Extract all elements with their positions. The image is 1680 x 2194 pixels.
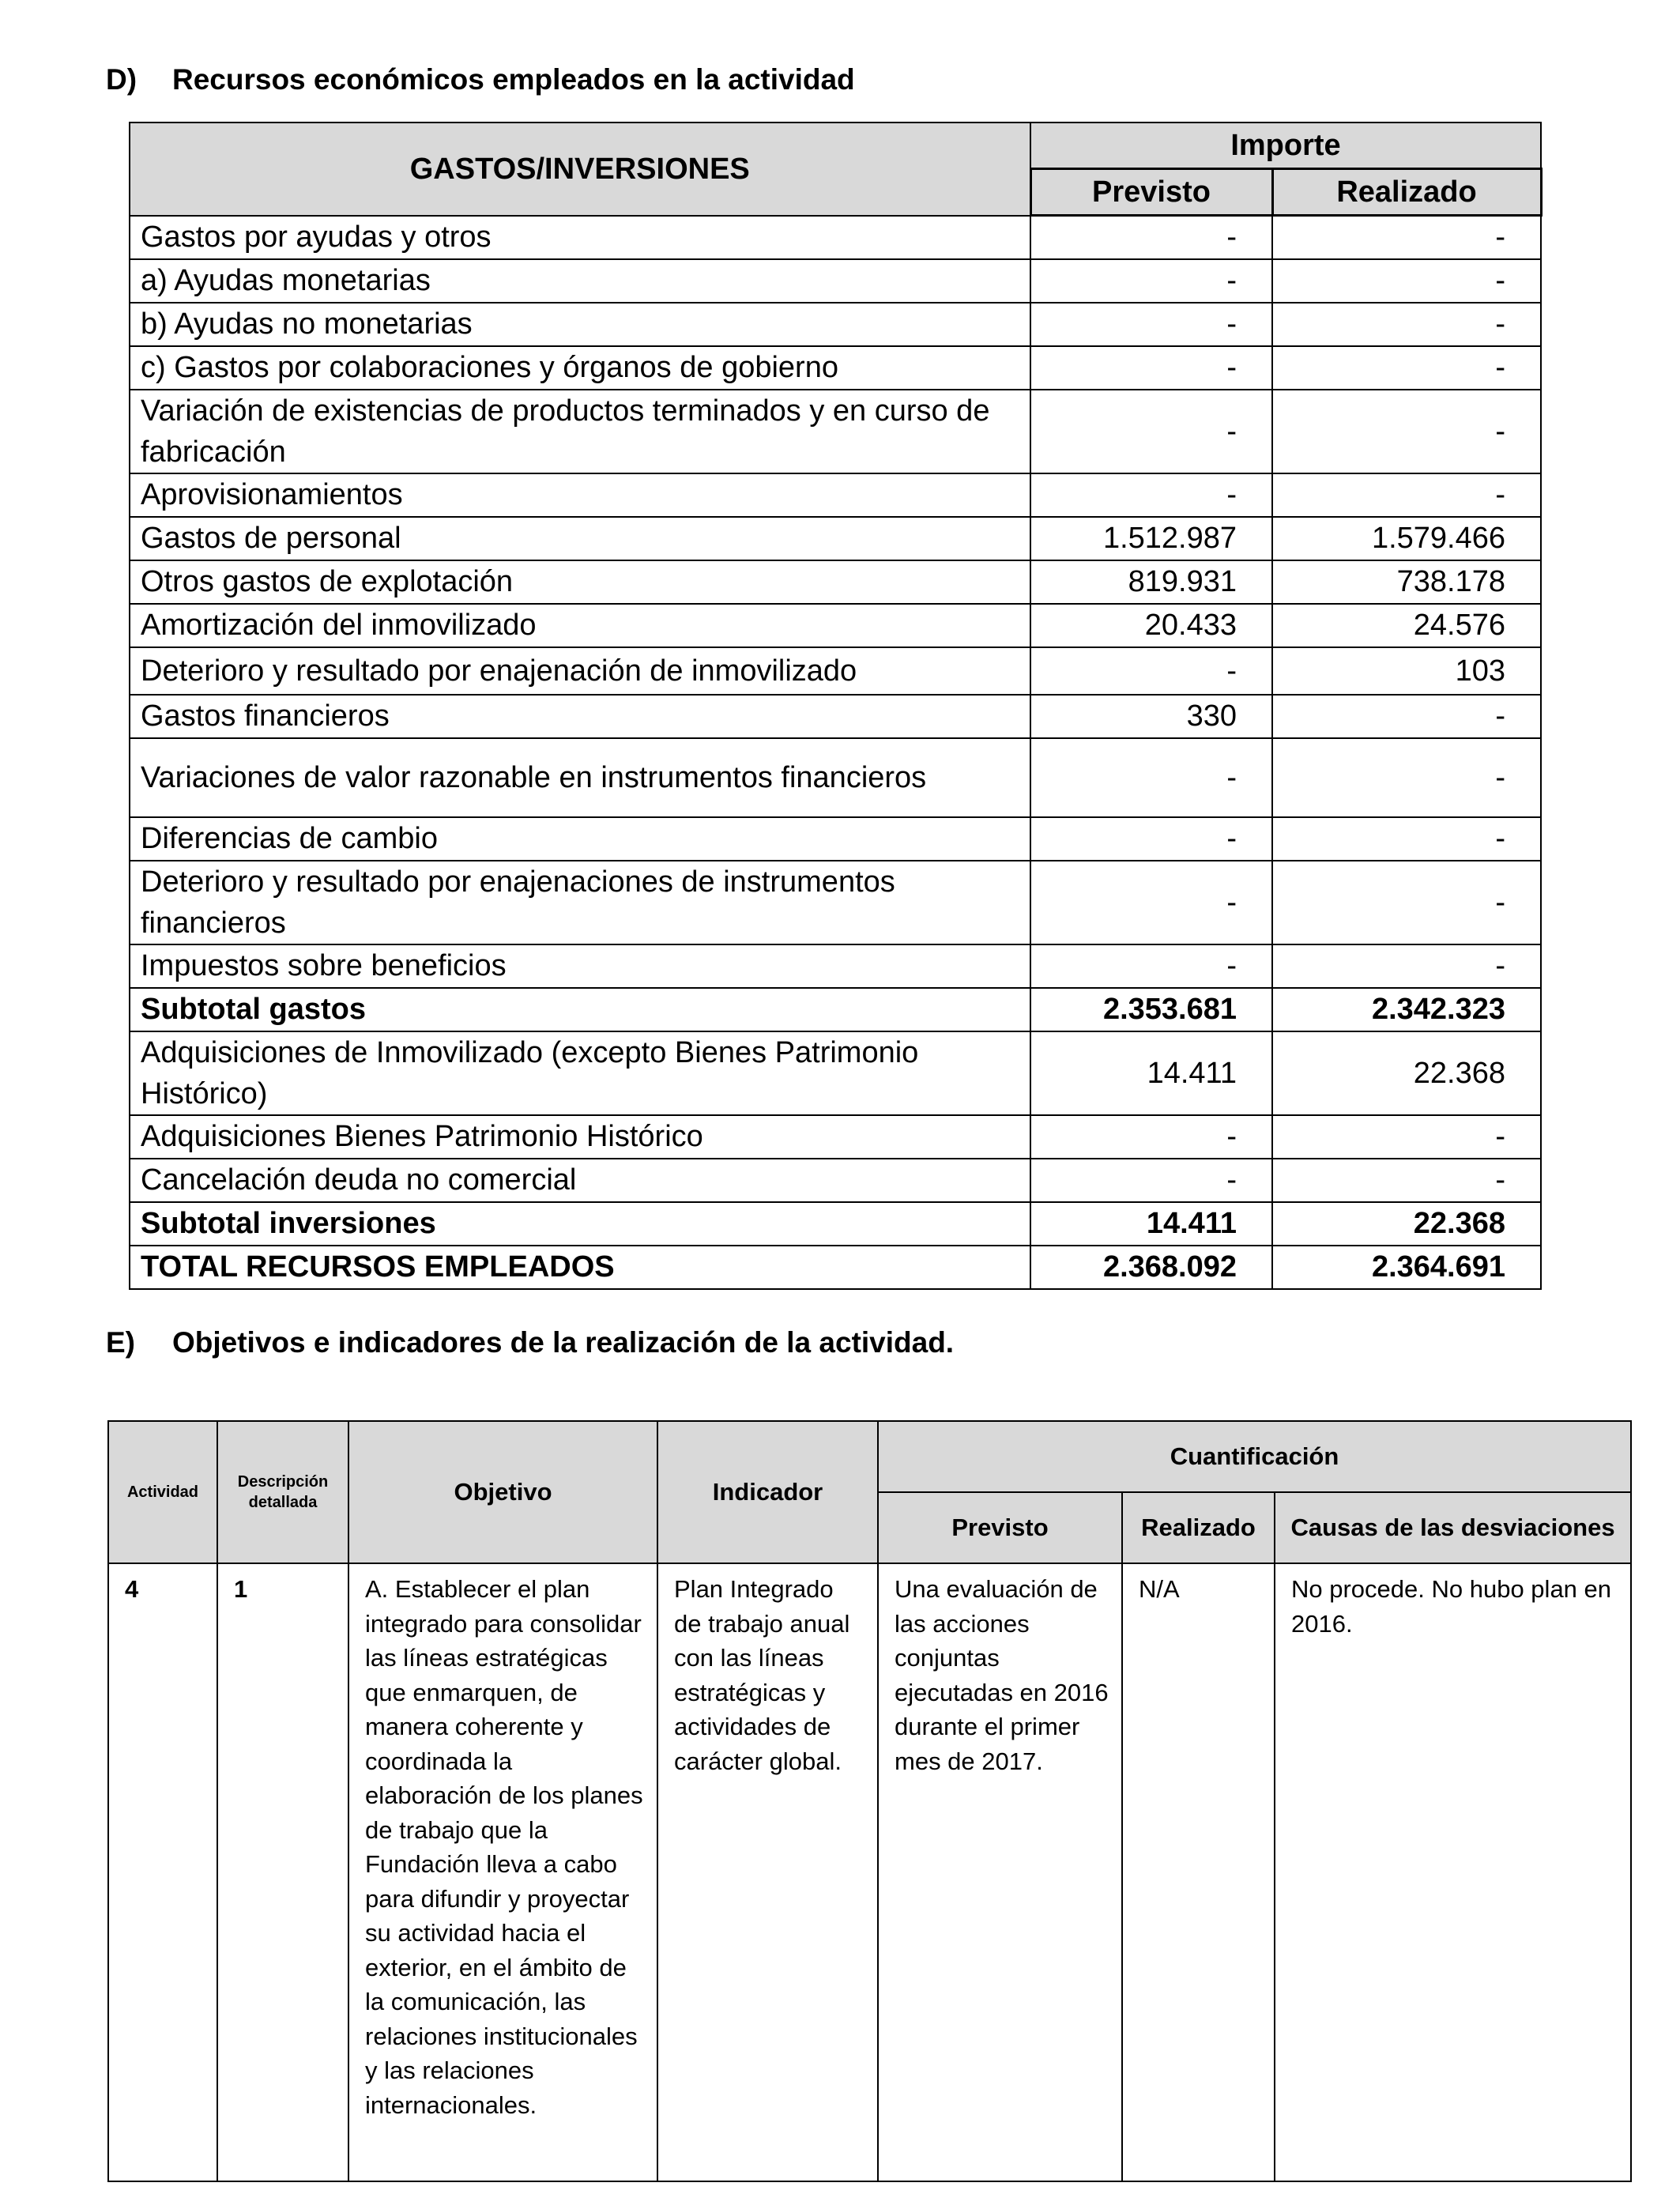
row-previsto: -: [1030, 738, 1272, 817]
row-realizado: -: [1272, 695, 1541, 738]
row-label: Cancelación deuda no comercial: [130, 1159, 1030, 1202]
row-previsto: -: [1030, 259, 1272, 303]
row-label: Diferencias de cambio: [130, 817, 1030, 861]
section-d-title: Recursos económicos empleados en la actividad: [172, 63, 855, 96]
table-row: [130, 303, 1541, 346]
row-label: Subtotal inversiones: [130, 1202, 1030, 1246]
row-label: c) Gastos por colaboraciones y órganos de gobierno: [130, 346, 1030, 390]
table-row: [130, 1115, 1541, 1159]
row-label: Subtotal gastos: [130, 988, 1030, 1031]
table-row: [130, 695, 1541, 738]
header-realizado: Realizado: [1272, 169, 1541, 216]
row-previsto: -: [1030, 817, 1272, 861]
table-row: [130, 738, 1541, 817]
row-realizado: -: [1272, 817, 1541, 861]
header-importe: Importe: [1030, 123, 1541, 169]
cell-causas: No procede. No hubo plan en 2016.: [1275, 1563, 1631, 2181]
row-realizado: 103: [1272, 647, 1541, 695]
table-row: [130, 647, 1541, 695]
row-label: Deterioro y resultado por enajenación de inmovilizado: [130, 647, 1030, 695]
header-actividad: Actividad: [108, 1421, 217, 1563]
row-label: Impuestos sobre beneficios: [130, 944, 1030, 988]
total-row: [130, 1246, 1541, 1289]
section-d-letter: D): [106, 63, 137, 96]
table-row: [130, 390, 1541, 473]
header-objetivo: Objetivo: [348, 1421, 657, 1563]
row-realizado: -: [1272, 944, 1541, 988]
row-realizado: 22.368: [1272, 1031, 1541, 1115]
cell-indicador: Plan Integrado de trabajo anual con las líneas estratégicas y actividades de carácter global.: [657, 1563, 878, 2181]
row-realizado: -: [1272, 216, 1541, 260]
row-previsto: -: [1030, 1115, 1272, 1159]
row-realizado: -: [1272, 1159, 1541, 1202]
header-indicador: Indicador: [657, 1421, 878, 1563]
table-row: [108, 1563, 1631, 2181]
row-label: Variaciones de valor razonable en instrumentos financieros: [130, 738, 1030, 817]
row-label: Variación de existencias de productos terminados y en curso de fabricación: [130, 390, 1030, 473]
objetivos-indicadores-table: [107, 1420, 1632, 2182]
table-row: [130, 259, 1541, 303]
row-realizado: 1.579.466: [1272, 517, 1541, 560]
row-label: Otros gastos de explotación: [130, 560, 1030, 604]
row-realizado: -: [1272, 1115, 1541, 1159]
row-realizado: 2.342.323: [1272, 988, 1541, 1031]
header-causas: Causas de las desviaciones: [1275, 1492, 1631, 1563]
row-previsto: -: [1030, 216, 1272, 260]
row-realizado: -: [1272, 303, 1541, 346]
table-row: [130, 604, 1541, 647]
header-descripcion: Descripción detallada: [217, 1421, 348, 1563]
header-gastos-inversiones: GASTOS/INVERSIONES: [130, 123, 1030, 216]
row-previsto: 20.433: [1030, 604, 1272, 647]
table-row: [130, 560, 1541, 604]
cell-objetivo: A. Establecer el plan integrado para consolidar las líneas estratégicas que enmarquen, de manera coherente y coordinada la elaboración de los planes de trabajo que la Fundación lleva a cabo para difundir y proyectar su actividad hacia el exterior, en el ámbito de la comunicación, las relaciones institucionales y las relaciones internacionales.: [348, 1563, 657, 2181]
row-label: Amortización del inmovilizado: [130, 604, 1030, 647]
row-label: Gastos por ayudas y otros: [130, 216, 1030, 260]
row-previsto: -: [1030, 346, 1272, 390]
table-row: [130, 1031, 1541, 1115]
row-previsto: -: [1030, 647, 1272, 695]
row-label: Deterioro y resultado por enajenaciones de instrumentos financieros: [130, 861, 1030, 944]
row-previsto: -: [1030, 861, 1272, 944]
row-label: TOTAL RECURSOS EMPLEADOS: [130, 1246, 1030, 1289]
row-label: a) Ayudas monetarias: [130, 259, 1030, 303]
row-realizado: -: [1272, 259, 1541, 303]
row-label: b) Ayudas no monetarias: [130, 303, 1030, 346]
row-previsto: -: [1030, 303, 1272, 346]
row-previsto: 2.353.681: [1030, 988, 1272, 1031]
row-realizado: -: [1272, 346, 1541, 390]
table-row: [130, 346, 1541, 390]
table-row: [130, 517, 1541, 560]
row-previsto: -: [1030, 390, 1272, 473]
row-previsto: 14.411: [1030, 1202, 1272, 1246]
row-previsto: -: [1030, 473, 1272, 517]
row-previsto: 330: [1030, 695, 1272, 738]
row-previsto: -: [1030, 1159, 1272, 1202]
row-label: Adquisiciones de Inmovilizado (excepto Bienes Patrimonio Histórico): [130, 1031, 1030, 1115]
row-realizado: 738.178: [1272, 560, 1541, 604]
header-cuantificacion: Cuantificación: [878, 1421, 1631, 1492]
row-realizado: -: [1272, 390, 1541, 473]
row-previsto: 2.368.092: [1030, 1246, 1272, 1289]
row-label: Adquisiciones Bienes Patrimonio Histórico: [130, 1115, 1030, 1159]
table-row: [130, 1159, 1541, 1202]
cell-realizado: N/A: [1122, 1563, 1275, 2181]
row-previsto: 14.411: [1030, 1031, 1272, 1115]
row-previsto: -: [1030, 944, 1272, 988]
header-realizado: Realizado: [1122, 1492, 1275, 1563]
table-row: [130, 861, 1541, 944]
row-previsto: 819.931: [1030, 560, 1272, 604]
row-label: Gastos financieros: [130, 695, 1030, 738]
subtotal-gastos-row: [130, 988, 1541, 1031]
row-label: Gastos de personal: [130, 517, 1030, 560]
header-previsto: Previsto: [1030, 169, 1272, 216]
row-realizado: -: [1272, 738, 1541, 817]
cell-actividad: 4: [108, 1563, 217, 2181]
table-row: [130, 473, 1541, 517]
row-realizado: -: [1272, 861, 1541, 944]
table-row: [130, 216, 1541, 260]
cell-descripcion: 1: [217, 1563, 348, 2181]
row-realizado: 22.368: [1272, 1202, 1541, 1246]
recursos-economicos-table: [129, 122, 1543, 1290]
table-row: [130, 944, 1541, 988]
subtotal-inversiones-row: [130, 1202, 1541, 1246]
section-e-letter: E): [106, 1326, 135, 1359]
row-previsto: 1.512.987: [1030, 517, 1272, 560]
section-e-heading: [106, 1326, 954, 1359]
table-row: [130, 817, 1541, 861]
row-realizado: 24.576: [1272, 604, 1541, 647]
section-d-heading: [106, 63, 855, 96]
row-realizado: -: [1272, 473, 1541, 517]
row-label: Aprovisionamientos: [130, 473, 1030, 517]
header-previsto: Previsto: [878, 1492, 1122, 1563]
row-realizado: 2.364.691: [1272, 1246, 1541, 1289]
cell-previsto: Una evaluación de las acciones conjuntas ejecutadas en 2016 durante el primer mes de 2017.: [878, 1563, 1122, 2181]
section-e-title: Objetivos e indicadores de la realización de la actividad.: [172, 1326, 955, 1359]
